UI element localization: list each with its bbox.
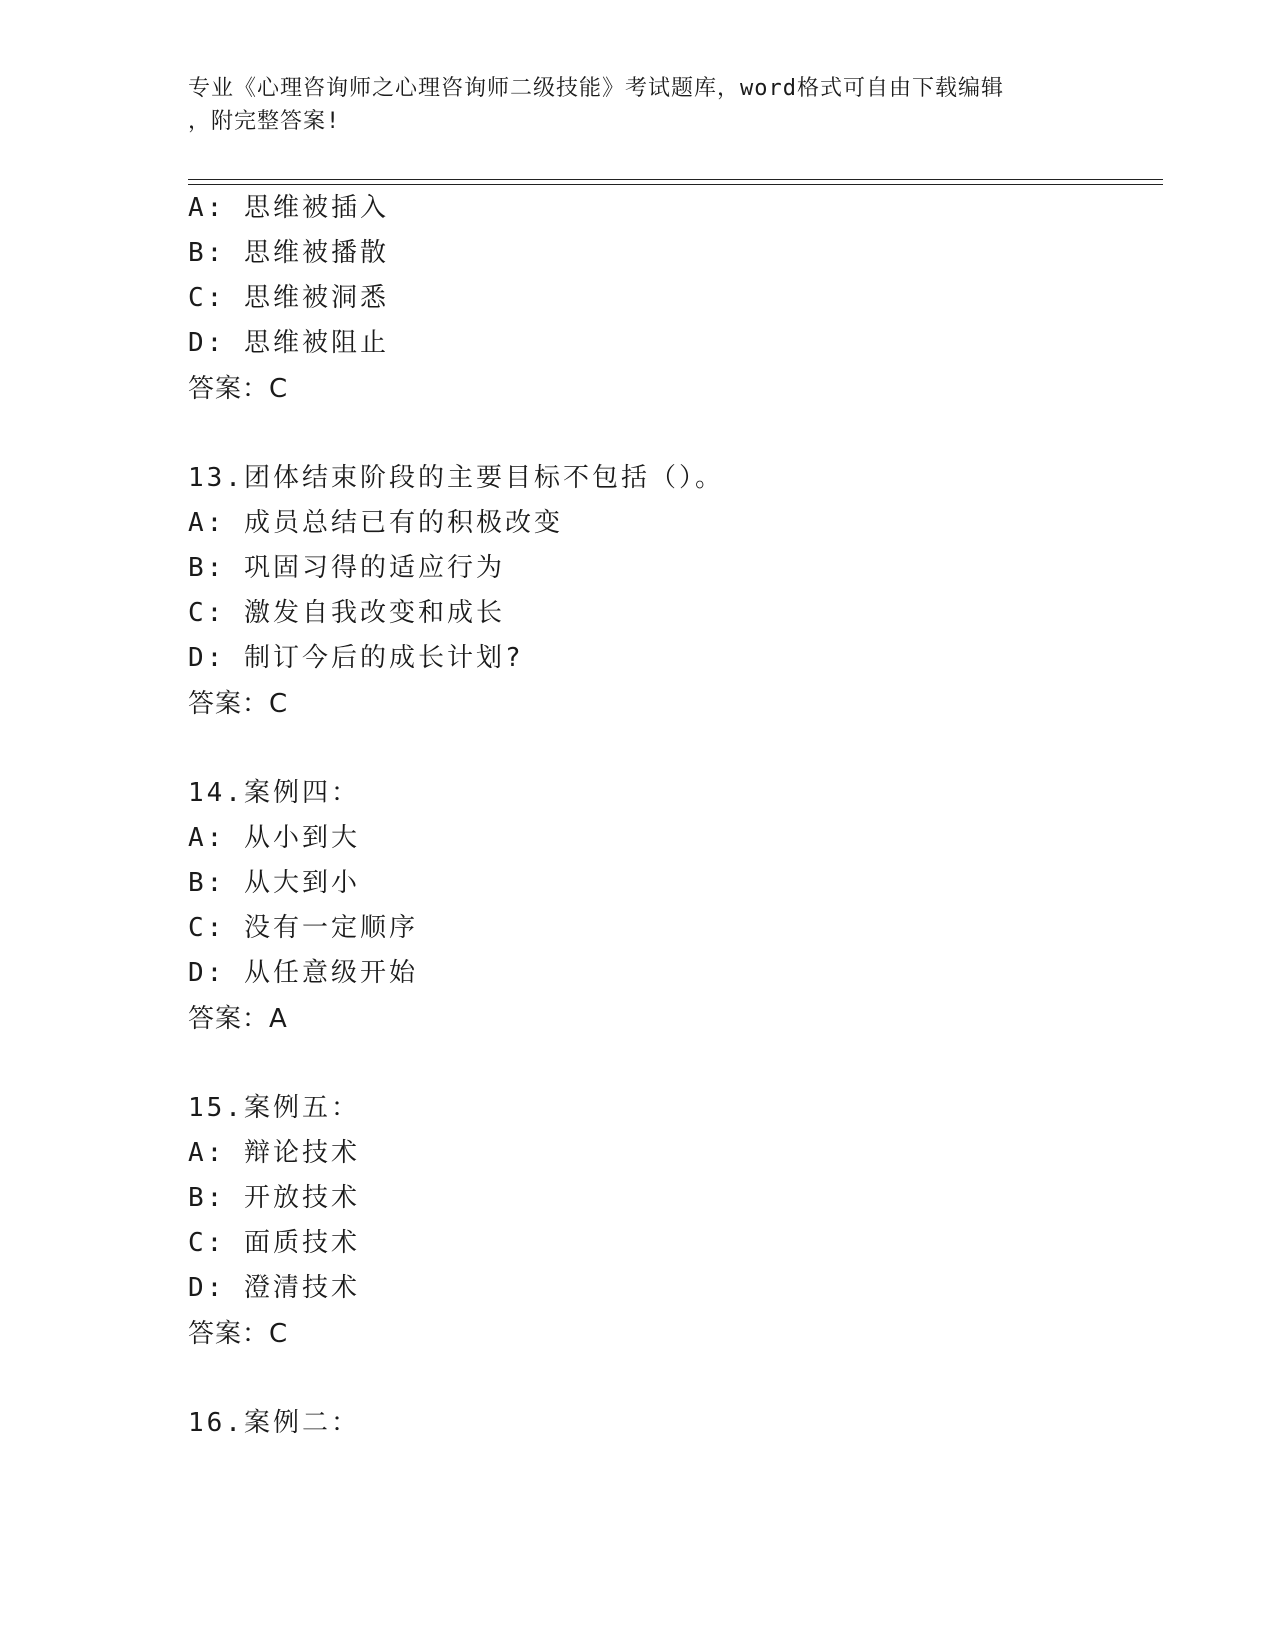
q12-option-c: C: 思维被洞悉	[188, 283, 389, 313]
q15-option-b: B: 开放技术	[188, 1183, 360, 1213]
q13-option-a: A: 成员总结已有的积极改变	[188, 508, 563, 538]
q13-question: 13.团体结束阶段的主要目标不包括（）。	[188, 463, 724, 493]
q15-question: 15.案例五：	[188, 1093, 360, 1123]
q12-answer: 答案：C	[188, 374, 289, 404]
q12-option-d: D: 思维被阻止	[188, 328, 389, 358]
q13-option-c: C: 激发自我改变和成长	[188, 598, 505, 628]
q14-option-c: C: 没有一定顺序	[188, 913, 418, 943]
q14-option-d: D: 从任意级开始	[188, 958, 418, 988]
header-divider-top	[188, 179, 1163, 180]
q16-question: 16.案例二：	[188, 1408, 360, 1438]
q15-option-d: D: 澄清技术	[188, 1273, 360, 1303]
q13-answer: 答案：C	[188, 689, 289, 719]
q15-answer: 答案：C	[188, 1319, 289, 1349]
header-divider-bottom	[188, 184, 1163, 185]
q14-question: 14.案例四：	[188, 778, 360, 808]
document-header	[188, 72, 1088, 138]
q12-option-a: A: 思维被插入	[188, 193, 389, 223]
q14-option-a: A: 从小到大	[188, 823, 360, 853]
q12-option-b: B: 思维被播散	[188, 238, 389, 268]
q14-option-b: B: 从大到小	[188, 868, 360, 898]
q13-option-b: B: 巩固习得的适应行为	[188, 553, 505, 583]
header-title-line-2: ，附完整答案!	[188, 109, 341, 134]
q14-answer: 答案：A	[188, 1004, 288, 1034]
header-title-line-1: 专业《心理咨询师之心理咨询师二级技能》考试题库，word格式可自由下载编辑	[188, 76, 1004, 101]
q13-option-d: D: 制订今后的成长计划?	[188, 643, 524, 673]
q15-option-a: A: 辩论技术	[188, 1138, 360, 1168]
q15-option-c: C: 面质技术	[188, 1228, 360, 1258]
